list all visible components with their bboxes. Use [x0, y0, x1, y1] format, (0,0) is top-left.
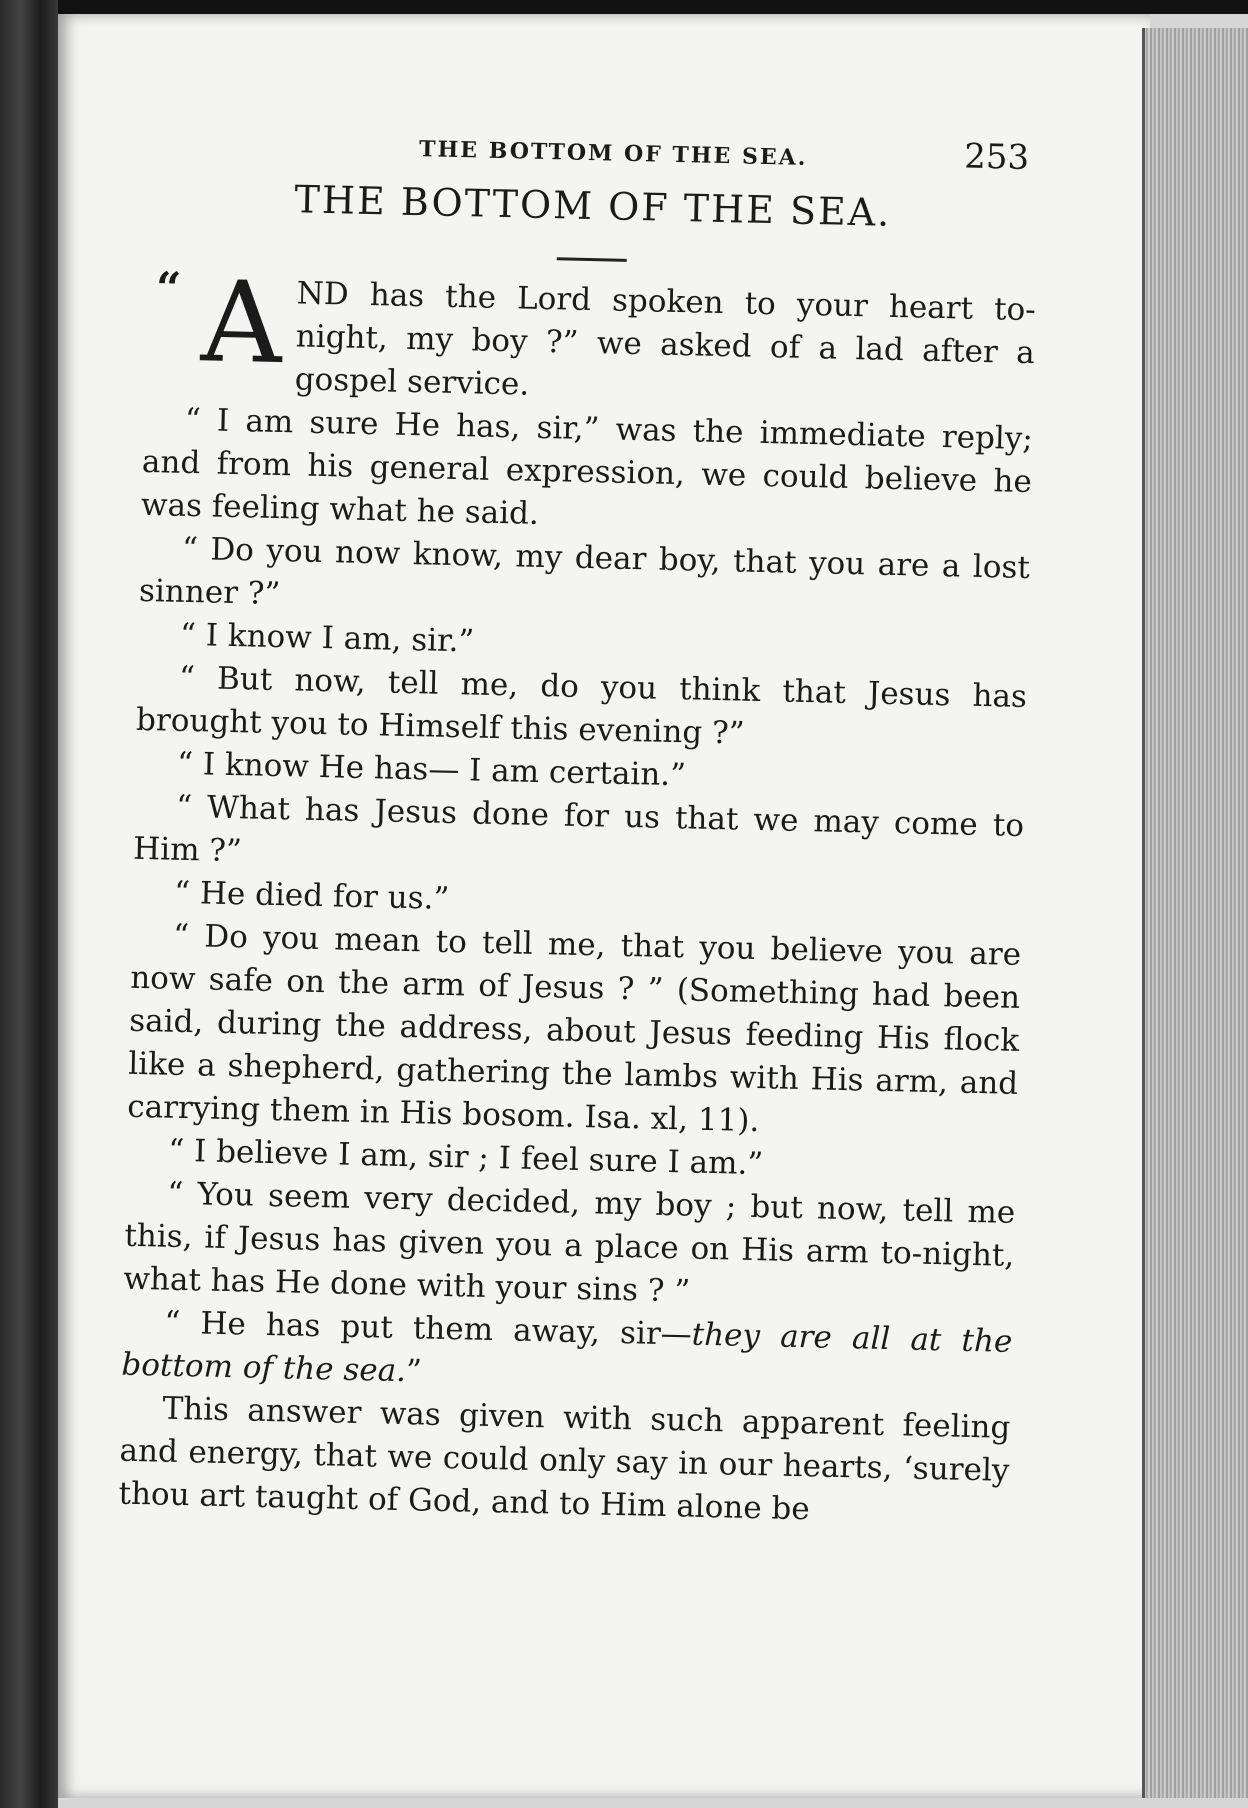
running-head-title: THE BOTTOM OF THE SEA. — [418, 136, 808, 171]
paragraph: “ I am sure He has, sir,” was the immediate reply; and from his general expression, we could believe he was feeling what he said. — [140, 401, 1034, 532]
answer-italic-text: they are all at the bottom of the sea. — [121, 1316, 1013, 1390]
paragraph: “ I know I am, sir.” — [179, 616, 475, 660]
paragraph: “ I believe I am, sir ; I feel sure I am.” — [167, 1132, 764, 1183]
page-text-block — [118, 110, 1040, 1536]
page-number: 253 — [963, 136, 1030, 178]
paragraph: “ But now, tell me, do you think that Jesus has brought you to Himself this evening ?” — [135, 659, 1028, 752]
paragraph: “ Do you now know, my dear boy, that you are a lost sinner ?” — [138, 530, 1031, 613]
closing-paragraph: This answer was given with such apparent feeling and energy, that we could only say in our hearts, ‘surely thou art taught of God, and to Him alone be — [118, 1390, 1011, 1528]
answer-lead-text: “ He has put them away, sir— — [164, 1304, 693, 1353]
opening-text: ND has the Lord spoken to your heart to-night, my boy ?” we asked of a lad after a gospel service. — [294, 275, 1037, 403]
drop-cap: A — [199, 257, 284, 390]
opening-paragraph — [143, 257, 1037, 418]
opening-quote-mark: “ — [155, 263, 182, 315]
chapter-title: THE BOTTOM OF THE SEA. — [294, 177, 892, 235]
paragraph: “ You seem very decided, my boy ; but now, tell me this, if Jesus has given you a place on His arm to-night, what has He done with your sins ? ” — [123, 1175, 1016, 1310]
page-stack-edges — [1142, 28, 1248, 1798]
paragraph: “ I know He has— I am certain.” — [176, 745, 687, 794]
title-rule — [557, 257, 627, 262]
facing-page-edge — [0, 0, 58, 1808]
paragraph: “ Do you mean to tell me, that you believe you are now safe on the arm of Jesus ? ” (Something had been said, during the address, about Jesus feeding His flock like a shepherd, gathering the lambs with His arm, and carrying them in His bosom. Isa. xl, 11). — [126, 917, 1022, 1140]
paragraph: “ He died for us.” — [173, 874, 450, 917]
scan-top-border — [0, 0, 1248, 14]
paragraph: “ What has Jesus done for us that we may come to Him ?” — [132, 788, 1025, 870]
answer-close-quote: ” — [405, 1353, 423, 1390]
